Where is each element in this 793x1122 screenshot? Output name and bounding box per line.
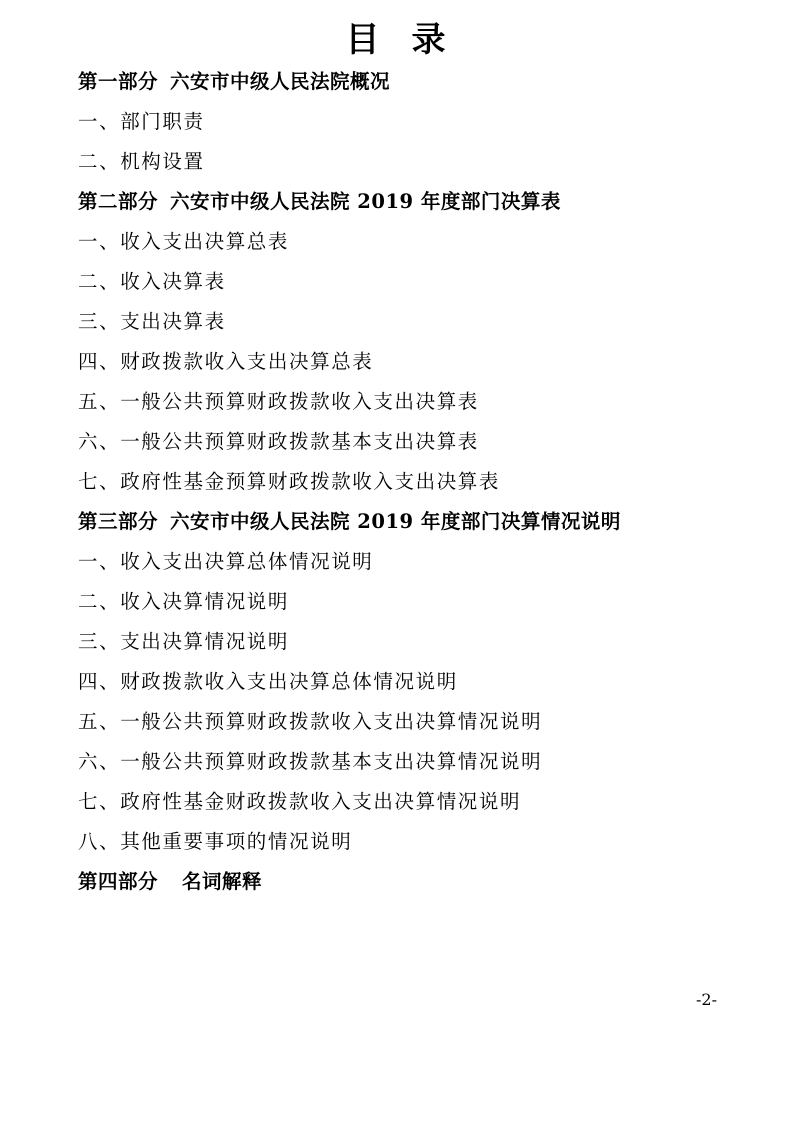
toc-part-4	[78, 862, 758, 902]
toc-item: 五、一般公共预算财政拨款收入支出决算表	[78, 390, 479, 413]
part-label: 第四部分	[78, 870, 159, 893]
toc-item: 二、机构设置	[78, 150, 205, 173]
part-title: 名词解释	[182, 870, 263, 893]
toc-item: 一、收入支出决算总体情况说明	[78, 550, 374, 573]
toc-part-1	[78, 62, 758, 102]
toc-item: 二、收入决算表	[78, 270, 226, 293]
part-label: 第二部分	[78, 190, 159, 213]
toc-item: 一、收入支出决算总表	[78, 230, 290, 253]
part-label: 第一部分	[78, 70, 159, 93]
table-of-contents	[78, 62, 758, 902]
page-title	[0, 18, 793, 62]
toc-item: 七、政府性基金预算财政拨款收入支出决算表	[78, 470, 501, 493]
toc-part-3	[78, 502, 758, 542]
toc-item: 八、其他重要事项的情况说明	[78, 830, 353, 853]
toc-part-2	[78, 182, 758, 222]
part-title: 六安市中级人民法院概况	[170, 70, 391, 93]
toc-item: 六、一般公共预算财政拨款基本支出决算情况说明	[78, 750, 543, 773]
toc-item: 四、财政拨款收入支出决算总体情况说明	[78, 670, 458, 693]
toc-item: 一、部门职责	[78, 110, 205, 133]
toc-item: 四、财政拨款收入支出决算总表	[78, 350, 374, 373]
page-number: -2-	[696, 990, 717, 1009]
toc-item: 五、一般公共预算财政拨款收入支出决算情况说明	[78, 710, 543, 733]
part-title: 六安市中级人民法院 2019 年度部门决算情况说明	[170, 510, 621, 533]
toc-item: 六、一般公共预算财政拨款基本支出决算表	[78, 430, 479, 453]
part-label: 第三部分	[78, 510, 159, 533]
page-title-char-1: 目	[345, 20, 382, 60]
toc-item: 三、支出决算情况说明	[78, 630, 290, 653]
part-title: 六安市中级人民法院 2019 年度部门决算表	[170, 190, 561, 213]
toc-item: 二、收入决算情况说明	[78, 590, 290, 613]
toc-item: 七、政府性基金财政拨款收入支出决算情况说明	[78, 790, 522, 813]
toc-item: 三、支出决算表	[78, 310, 226, 333]
page-title-char-2: 录	[411, 20, 448, 60]
